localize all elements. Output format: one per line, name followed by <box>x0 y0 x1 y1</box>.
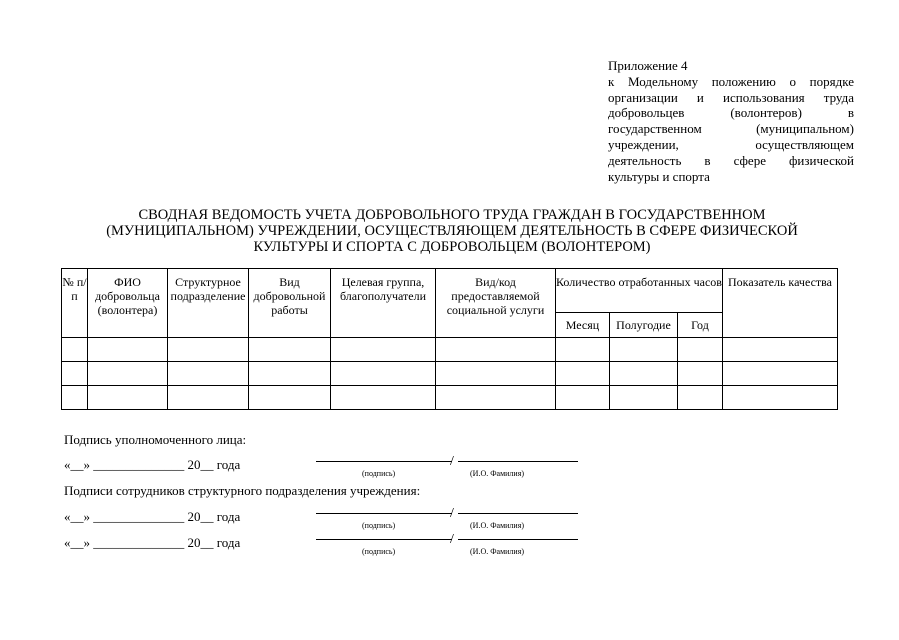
table-cell[interactable] <box>610 362 678 386</box>
header-month: Месяц <box>556 313 610 338</box>
table-cell[interactable] <box>62 362 88 386</box>
signature-row <box>64 506 584 531</box>
title-line: (МУНИЦИПАЛЬНОМ) УЧРЕЖДЕНИИ, ОСУЩЕСТВЛЯЮЩЕМ ДЕЯТЕЛЬНОСТЬ В СФЕРЕ ФИЗИЧЕСКОЙ <box>106 223 798 239</box>
header-service: Вид/код предоставляемой социальной услуги <box>436 269 556 338</box>
name-line[interactable] <box>458 539 578 540</box>
table-cell[interactable] <box>168 338 249 362</box>
appendix-line: добровольцев (волонтеров) в <box>608 105 854 121</box>
header-half-year: Полугодие <box>610 313 678 338</box>
title-line: КУЛЬТУРЫ И СПОРТА С ДОБРОВОЛЬЦЕМ (ВОЛОНТЕРОМ) <box>253 239 651 255</box>
slash: / <box>450 532 454 547</box>
signature-line[interactable] <box>316 513 452 514</box>
header-hours: Количество отработанных часов <box>556 269 723 313</box>
document-title <box>60 207 844 255</box>
table-row <box>62 338 838 362</box>
staff-signatures-label: Подписи сотрудников структурного подразделения учреждения: <box>64 483 421 498</box>
table-cell[interactable] <box>678 362 723 386</box>
signature-date[interactable]: «__» ______________ 20__ года <box>64 457 241 472</box>
table-cell[interactable] <box>88 362 168 386</box>
header-year: Год <box>678 313 723 338</box>
slash: / <box>450 506 454 521</box>
appendix-line: Приложение 4 <box>608 58 688 73</box>
table-cell[interactable] <box>249 338 331 362</box>
table-cell[interactable] <box>436 338 556 362</box>
table-cell[interactable] <box>678 338 723 362</box>
table-cell[interactable] <box>62 338 88 362</box>
table-cell[interactable] <box>249 386 331 410</box>
table-cell[interactable] <box>556 338 610 362</box>
signature-date[interactable]: «__» ______________ 20__ года <box>64 509 241 524</box>
title-line: СВОДНАЯ ВЕДОМОСТЬ УЧЕТА ДОБРОВОЛЬНОГО ТРУДА ГРАЖДАН В ГОСУДАРСТВЕННОМ <box>138 207 766 223</box>
table-cell[interactable] <box>331 338 436 362</box>
sign-caption: (подпись) <box>362 469 396 478</box>
signature-line[interactable] <box>316 461 452 462</box>
signature-date[interactable]: «__» ______________ 20__ года <box>64 535 241 550</box>
name-caption: (И.О. Фамилия) <box>470 521 525 530</box>
table-cell[interactable] <box>168 362 249 386</box>
header-quality: Показатель качества <box>723 269 838 338</box>
table-cell[interactable] <box>678 386 723 410</box>
table-cell[interactable] <box>610 338 678 362</box>
sign-caption: (подпись) <box>362 547 396 556</box>
sign-caption: (подпись) <box>362 521 396 530</box>
signature-line[interactable] <box>316 539 452 540</box>
authorized-signature-label: Подпись уполномоченного лица: <box>64 432 247 447</box>
header-target-group: Целевая группа, благополучатели <box>331 269 436 338</box>
table-cell[interactable] <box>62 386 88 410</box>
name-caption: (И.О. Фамилия) <box>470 547 525 556</box>
table-cell[interactable] <box>331 362 436 386</box>
table-cell[interactable] <box>723 362 838 386</box>
slash: / <box>450 454 454 469</box>
name-caption: (И.О. Фамилия) <box>470 469 525 478</box>
table-cell[interactable] <box>88 386 168 410</box>
appendix-line: государственном (муниципальном) <box>608 121 854 137</box>
appendix-note <box>608 58 854 184</box>
signature-row <box>64 454 584 479</box>
table-cell[interactable] <box>556 362 610 386</box>
table-cell[interactable] <box>249 362 331 386</box>
table-cell[interactable] <box>610 386 678 410</box>
table-cell[interactable] <box>436 386 556 410</box>
table-row <box>62 362 838 386</box>
table-cell[interactable] <box>331 386 436 410</box>
table-cell[interactable] <box>436 362 556 386</box>
volunteer-ledger-table <box>61 268 838 410</box>
appendix-line: деятельность в сфере физической <box>608 152 854 168</box>
header-fio: ФИО добровольца (волонтера) <box>88 269 168 338</box>
appendix-line: к Модельному положению о порядке <box>608 73 854 89</box>
table-cell[interactable] <box>723 338 838 362</box>
appendix-line: культуры и спорта <box>608 168 710 184</box>
table-cell[interactable] <box>556 386 610 410</box>
signature-row <box>64 532 584 557</box>
table-cell[interactable] <box>723 386 838 410</box>
table-row <box>62 386 838 410</box>
header-unit: Структурное подразделение <box>168 269 249 338</box>
name-line[interactable] <box>458 461 578 462</box>
table-cell[interactable] <box>168 386 249 410</box>
appendix-line: организации и использования труда <box>608 89 854 105</box>
appendix-line: учреждении, осуществляющем <box>608 136 854 152</box>
name-line[interactable] <box>458 513 578 514</box>
table-cell[interactable] <box>88 338 168 362</box>
header-work-kind: Вид добровольной работы <box>249 269 331 338</box>
header-num: № п/п <box>62 269 88 338</box>
